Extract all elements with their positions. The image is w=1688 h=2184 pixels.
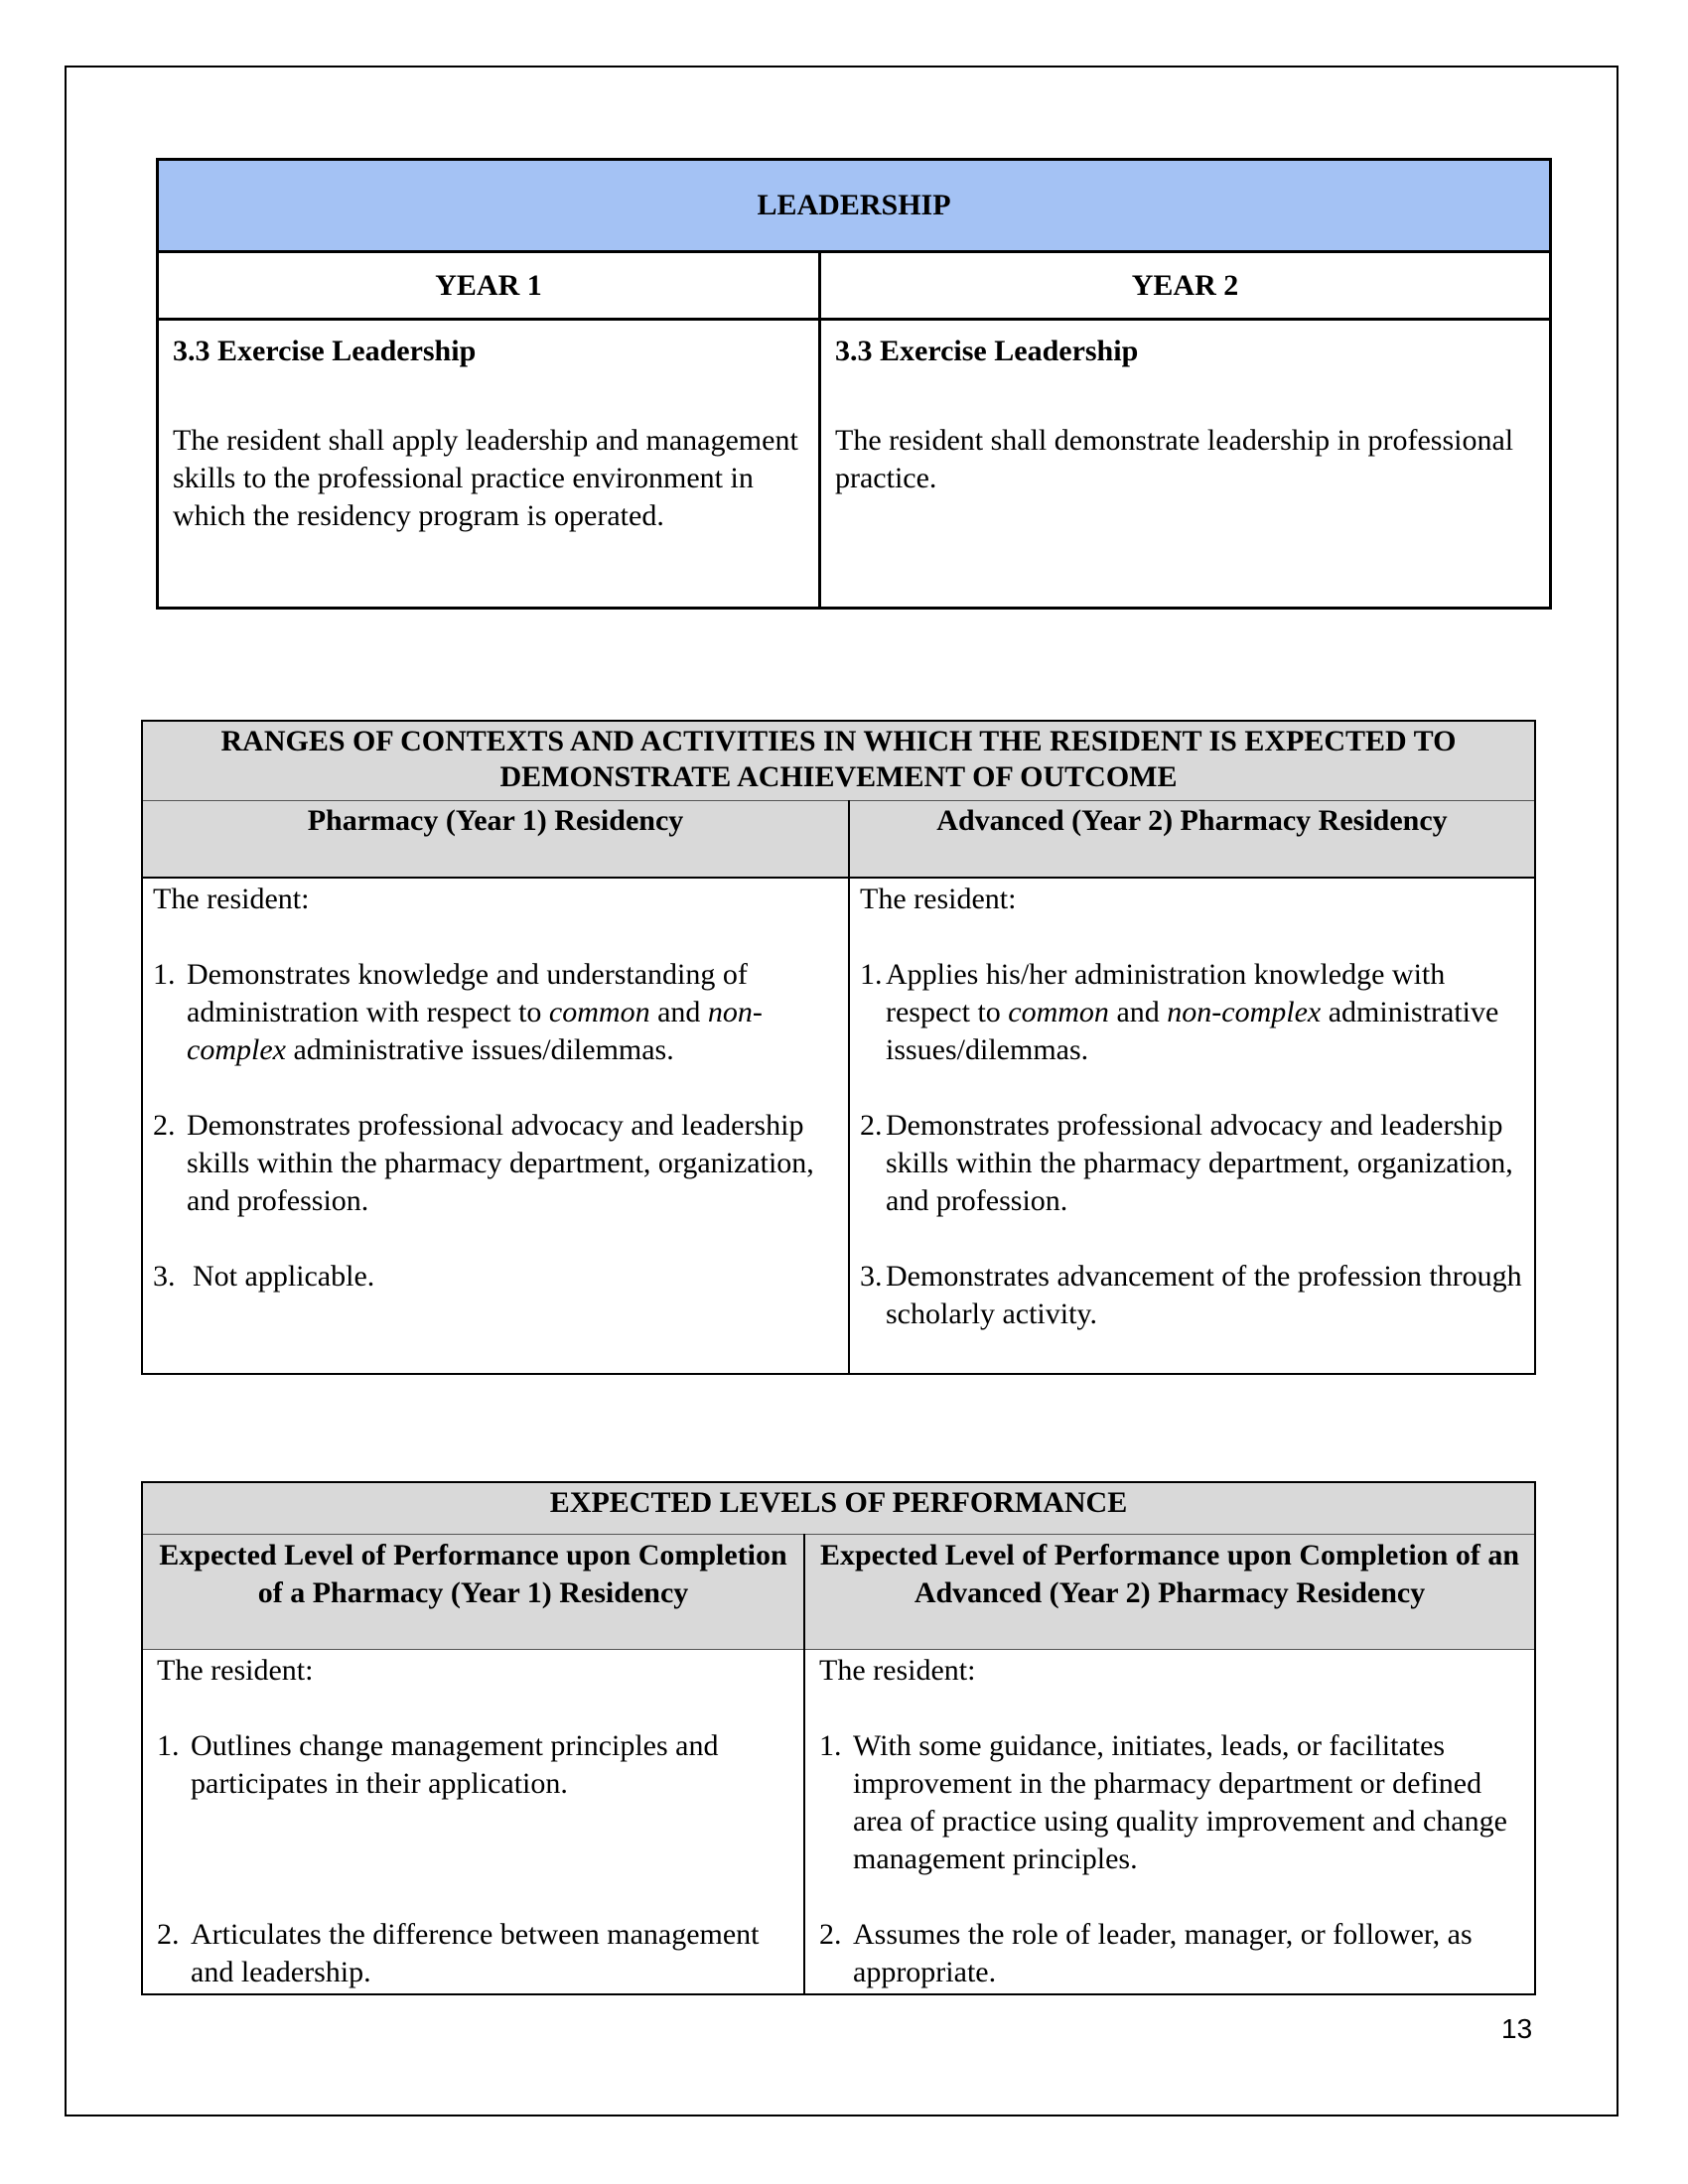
item-text: Articulates the difference between management and leadership. bbox=[191, 1917, 760, 1988]
list-item bbox=[157, 1727, 789, 1878]
performance-right-list bbox=[819, 1727, 1520, 1991]
ranges-left-list bbox=[153, 956, 838, 1296]
year1-section-title: 3.3 Exercise Leadership bbox=[173, 335, 477, 367]
performance-left-intro: The resident: bbox=[157, 1653, 314, 1687]
ranges-right-body bbox=[849, 878, 1535, 1374]
list-item bbox=[819, 1916, 1520, 1991]
item-number: 1. bbox=[819, 1728, 842, 1762]
ranges-left-intro: The resident: bbox=[153, 883, 310, 915]
item-number: 3. bbox=[153, 1260, 176, 1293]
year1-heading: YEAR 1 bbox=[158, 252, 820, 320]
year1-cell bbox=[158, 320, 820, 609]
ranges-right-list bbox=[860, 956, 1524, 1333]
list-item bbox=[153, 956, 838, 1069]
ranges-left-body bbox=[142, 878, 849, 1374]
list-item bbox=[860, 1258, 1524, 1333]
ranges-right-heading: Advanced (Year 2) Pharmacy Residency bbox=[849, 800, 1535, 878]
year2-section-title: 3.3 Exercise Leadership bbox=[835, 335, 1139, 367]
list-item bbox=[860, 956, 1524, 1069]
ranges-left-heading: Pharmacy (Year 1) Residency bbox=[142, 800, 849, 878]
year2-heading: YEAR 2 bbox=[820, 252, 1551, 320]
ranges-right-intro: The resident: bbox=[860, 883, 1017, 915]
performance-left-body bbox=[142, 1649, 804, 1994]
list-item bbox=[153, 1258, 838, 1296]
item-text: Demonstrates knowledge and understanding of administration with respect to common and non-complex administrative issues/dilemmas. bbox=[187, 958, 763, 1066]
year1-description: The resident shall apply leadership and management skills to the professional practice environment in which the residency program is operated. bbox=[173, 424, 798, 532]
list-item bbox=[157, 1916, 789, 1991]
item-text: Demonstrates advancement of the profession through scholarly activity. bbox=[886, 1260, 1522, 1330]
item-number: 1. bbox=[157, 1728, 180, 1762]
item-text: Not applicable. bbox=[193, 1260, 375, 1293]
ranges-title: RANGES OF CONTEXTS AND ACTIVITIES IN WHICH THE RESIDENT IS EXPECTED TO DEMONSTRATE ACHIEVEMENT OF OUTCOME bbox=[142, 721, 1535, 800]
year2-cell bbox=[820, 320, 1551, 609]
list-item bbox=[860, 1107, 1524, 1220]
item-number: 2. bbox=[819, 1917, 842, 1951]
performance-title: EXPECTED LEVELS OF PERFORMANCE bbox=[142, 1482, 1535, 1534]
item-number: 1. bbox=[153, 958, 176, 991]
item-number: 2. bbox=[153, 1109, 176, 1142]
performance-right-heading: Expected Level of Performance upon Completion of an Advanced (Year 2) Pharmacy Residency bbox=[804, 1534, 1535, 1649]
performance-table bbox=[141, 1481, 1536, 1995]
item-text: Demonstrates professional advocacy and leadership skills within the pharmacy department, organization, and profession. bbox=[187, 1109, 814, 1217]
item-number: 1. bbox=[860, 958, 883, 991]
list-item bbox=[153, 1107, 838, 1220]
item-text: With some guidance, initiates, leads, or facilitates improvement in the pharmacy department or defined area of practice using quality improvement and change management principles. bbox=[853, 1728, 1507, 1875]
item-text: Outlines change management principles and participates in their application. bbox=[191, 1728, 719, 1800]
list-item bbox=[819, 1727, 1520, 1878]
item-text: Assumes the role of leader, manager, or follower, as appropriate. bbox=[853, 1917, 1473, 1988]
performance-right-body bbox=[804, 1649, 1535, 1994]
item-number: 3. bbox=[860, 1260, 883, 1293]
item-text: Demonstrates professional advocacy and leadership skills within the pharmacy department, organization, and profession. bbox=[886, 1109, 1513, 1217]
performance-left-heading: Expected Level of Performance upon Completion of a Pharmacy (Year 1) Residency bbox=[142, 1534, 804, 1649]
performance-right-intro: The resident: bbox=[819, 1653, 976, 1687]
leadership-table bbox=[156, 158, 1552, 610]
item-number: 2. bbox=[860, 1109, 883, 1142]
page-number: 13 bbox=[1501, 2013, 1533, 2044]
performance-left-list bbox=[157, 1727, 789, 1991]
item-number: 2. bbox=[157, 1917, 180, 1951]
leadership-title: LEADERSHIP bbox=[158, 160, 1551, 252]
year2-description: The resident shall demonstrate leadership in professional practice. bbox=[835, 424, 1514, 494]
ranges-table bbox=[141, 720, 1536, 1375]
item-text: Applies his/her administration knowledge with respect to common and non-complex administrative issues/dilemmas. bbox=[886, 958, 1499, 1066]
